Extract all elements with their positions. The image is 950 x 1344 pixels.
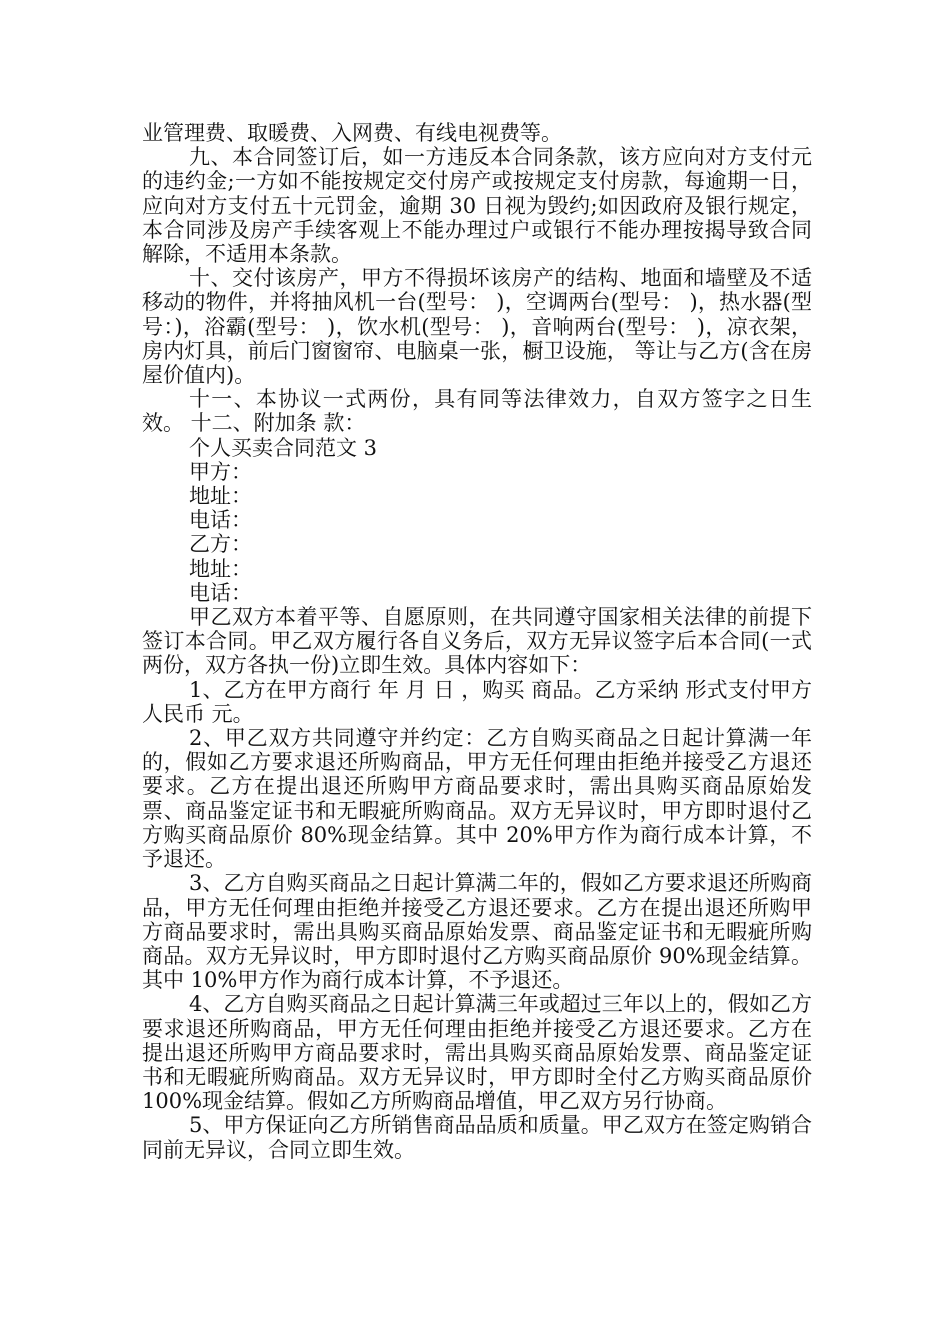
party-b-phone-label: 电话： [189,580,252,605]
paragraph-item-1: 1、乙方在甲方商行 年 月 日 ，购买 商品。乙方采纳 形式支付甲方人民币 元。 [142,677,812,726]
paragraph-fees: 业管理费、取暖费、入网费、有线电视费等。 [142,121,562,145]
contract-title: 个人买卖合同范文 3 [189,435,378,460]
paragraph-clause-11: 十一、本协议一式两份，具有同等法律效力，自双方签字之日生效。 十二、附加条 款： [142,387,812,436]
party-b-address-label: 地址： [189,556,252,581]
party-a-address-label: 地址： [189,484,252,509]
party-a-label: 甲方： [189,459,252,484]
party-b-label: 乙方： [189,532,252,557]
paragraph-clause-10: 十、交付该房产，甲方不得损坏该房产的结构、地面和墙壁及不适移动的物件，并将抽风机一台(型号： )，空调两台(型号： )，热水器(型号：)，浴霸(型号： )，饮水机(型号： )，音响两台(型号： )，凉衣架，房内灯具，前后门窗窗帘、电脑桌一张，橱卫设施， 等让与乙方(含在房屋价值内)。 [142,266,812,388]
paragraph-clause-9: 九、本合同签订后，如一方违反本合同条款，该方应向对方支付元的违约金;一方如不能按规定交付房产或按规定支付房款，每逾期一日，应向对方支付五十元罚金，逾期 30 日视为毁约;如因政府及银行规定，本合同涉及房产手续客观上不能办理过户或银行不能办理按揭导致合同解除，不适用本条款。 [142,145,812,267]
paragraph-item-4: 4、乙方自购买商品之日起计算满三年或超过三年以上的，假如乙方要求退还所购商品，甲方无任何理由拒绝并接受乙方退还要求。乙方在提出退还所购甲方商品要求时，需出具购买商品原始发票、商品鉴定证书和无暇疵所购商品。双方无异议时，甲方即时全付乙方购买商品原价 100%现金结算。假如乙方所购商品增值，甲乙双方另行协商。 [142,992,812,1114]
paragraph-preamble: 甲乙双方本着平等、自愿原则，在共同遵守国家相关法律的前提下签订本合同。甲乙双方履行各自义务后，双方无异议签字后本合同(一式两份，双方各执一份)立即生效。具体内容如下： [142,605,812,678]
document-body [142,121,812,1162]
paragraph-item-5: 5、甲方保证向乙方所销售商品品质和质量。甲乙双方在签定购销合同前无异议，合同立即生效。 [142,1113,812,1162]
paragraph-item-3: 3、乙方自购买商品之日起计算满二年的，假如乙方要求退还所购商品，甲方无任何理由拒绝并接受乙方退还要求。乙方在提出退还所购甲方商品要求时，需出具购买商品原始发票、商品鉴定证书和无暇疵所购商品。双方无异议时，甲方即时退付乙方购买商品原价 90%现金结算。其中 10%甲方作为商行成本计算，不予退还。 [142,871,812,993]
paragraph-item-2: 2、甲乙双方共同遵守并约定：乙方自购买商品之日起计算满一年的，假如乙方要求退还所购商品，甲方无任何理由拒绝并接受乙方退还要求。乙方在提出退还所购甲方商品要求时，需出具购买商品原始发票、商品鉴定证书和无暇疵所购商品。双方无异议时，甲方即时退付乙方购买商品原价 80%现金结算。其中 20%甲方作为商行成本计算，不予退还。 [142,726,812,872]
party-a-phone-label: 电话： [189,508,252,533]
